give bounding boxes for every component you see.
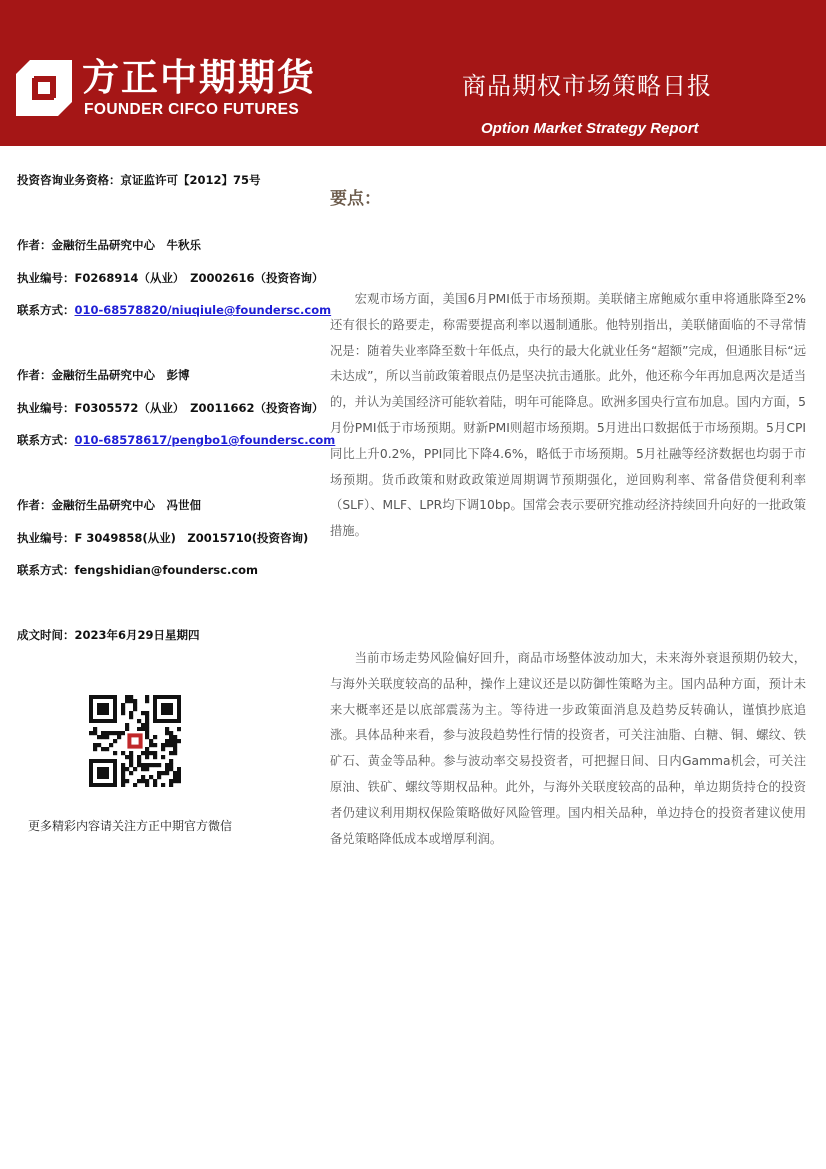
report-title: 商品期权市场策略日报 [462, 72, 712, 100]
paragraph-strategy: 当前市场走势风险偏好回升，商品市场整体波动加大，未来海外衰退预期仍较大，与海外关联度较高的品种，操作上建议还是以防御性策略为主。国内品种方面，预计未来大概率还是以底部震荡为主。等待进一步政策面消息及趋势反转确认，谨慎抄底追涨。具体品种来看，参与波段趋势性行情的投资者，可关注油脂、白糖、铜、螺纹、铁矿石、黄金等品种。参与波动率交易投资者，可把握日间、日内Gamma机会，可关注原油、铁矿、螺纹等期权品种。此外，与海外关联度较高的品种，单边期货持仓的投资者仍建议利用期权保险策略做好风险管理。国内相关品种，单边持仓的投资者建议使用备兑策略降低成本或增厚利润。 [330, 651, 806, 846]
author-2-registration: 执业编号：F0305572（从业） Z0011662（投资咨询） [17, 401, 324, 415]
author-3: 作者：金融衍生品研究中心 冯世佃 [17, 498, 201, 512]
qr-caption: 更多精彩内容请关注方正中期官方微信 [28, 819, 233, 833]
publish-date: 成文时间：2023年6月29日星期四 [17, 628, 200, 642]
author-2: 作者：金融衍生品研究中心 彭博 [17, 368, 190, 382]
logo-english-text: FOUNDER CIFCO FUTURES [84, 101, 300, 118]
wechat-qr-code-icon [89, 695, 181, 787]
author-2-contact [17, 432, 335, 448]
author-1: 作者：金融衍生品研究中心 牛秋乐 [17, 238, 201, 252]
author-3-contact [17, 562, 258, 578]
contact-label: 联系方式： [17, 433, 75, 447]
contact-label: 联系方式： [17, 563, 75, 577]
author-3-contact-email: fengshidian@foundersc.com [74, 563, 259, 577]
license-text: 投资咨询业务资格：京证监许可【2012】75号 [17, 173, 261, 187]
contact-label: 联系方式： [17, 303, 75, 317]
author-1-contact-link[interactable]: 010-68578820/niuqiule@foundersc.com [74, 303, 332, 317]
report-subtitle: Option Market Strategy Report [481, 120, 699, 137]
key-points-title: 要点： [330, 189, 381, 209]
header-banner [0, 0, 826, 146]
founder-logo-icon [16, 60, 72, 116]
author-2-contact-link[interactable]: 010-68578617/pengbo1@foundersc.com [74, 433, 336, 447]
author-3-registration: 执业编号：F 3049858(从业) Z0015710(投资咨询) [17, 531, 309, 545]
logo-chinese-text: 方正中期期货 [82, 56, 316, 99]
author-1-registration: 执业编号：F0268914（从业） Z0002616（投资咨询） [17, 271, 324, 285]
paragraph-macro: 宏观市场方面，美国6月PMI低于市场预期。美联储主席鲍威尔重申将通胀降至2%还有很长的路要走，称需要提高利率以遏制通胀。他特别指出，美联储面临的不寻常情况是：随着失业率降至数十年低点，央行的最大化就业任务“超额”完成，但通胀目标“远未达成”，所以当前政策着眼点仍是坚决抗击通胀。此外，他还称今年再加息两次是适当的，并认为美国经济可能软着陆，明年可能降息。欧洲多国央行宣布加息。国内方面，5月份PMI低于市场预期。财新PMI则超市场预期。5月进出口数据低于市场预期。5月CPI同比上升0.2%，PPI同比下降4.6%，略低于市场预期。5月社融等经济数据也均弱于市场预期。货币政策和财政政策逆周期调节预期强化，逆回购利率、常备借贷便利利率（SLF）、MLF、LPR均下调10bp。国常会表示要研究推动经济持续回升向好的一批政策措施。 [330, 292, 806, 539]
author-1-contact [17, 302, 331, 318]
